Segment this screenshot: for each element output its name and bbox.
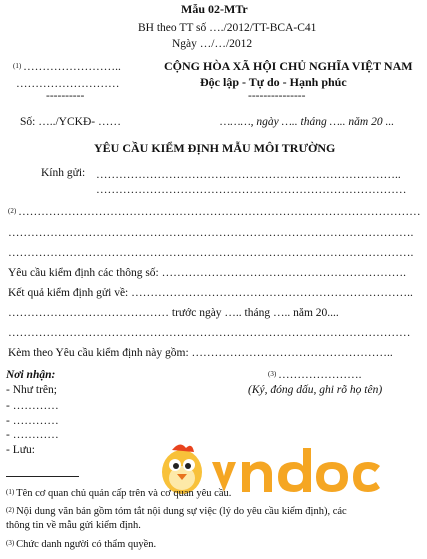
document-date: ………, ngày ….. tháng ….. năm 20 ... — [220, 116, 395, 128]
document-title: YÊU CẦU KIỂM ĐỊNH MẪU MÔI TRƯỜNG — [94, 141, 336, 155]
footnote-2-continued: thông tin về mẫu gửi kiểm định. — [6, 520, 141, 531]
greeting-dots-2: ……………………………………………………………………… — [96, 184, 407, 196]
vndoc-wordmark — [212, 448, 380, 492]
national-title: CỘNG HÒA XÃ HỘI CHỦ NGHĨA VIỆT NAM — [164, 59, 413, 73]
recipient-item: - ………… — [6, 429, 59, 441]
form-code: Mẫu 02-MTr — [181, 2, 248, 16]
issued-by: BH theo TT số …./2012/TT-BCA-C41 — [138, 22, 317, 34]
footnote-3: $^{(3)}$ Chức danh người có thẩm quyền. — [6, 539, 157, 550]
recipients-heading: Nơi nhận: — [6, 369, 56, 381]
greeting-label: Kính gửi: — [41, 167, 86, 179]
recipient-item: - ………… — [6, 400, 59, 412]
footnote-ref-3: (3) — [268, 370, 277, 378]
recipient-item: - ………… — [6, 415, 59, 427]
attachments-line: Kèm theo Yêu cầu kiểm định này gồm: …………………………………………….. — [8, 347, 393, 359]
deadline-line: …………………………………… trước ngày ….. tháng ….. năm 20.... — [8, 307, 339, 319]
signature-note: (Ký, đóng dấu, ghi rõ họ tên) — [248, 384, 383, 396]
document-number: Số: …../YCKĐ- …… — [20, 116, 121, 128]
parameters-line: Yêu cầu kiểm định các thông số: ………………………………………………………. — [8, 267, 406, 279]
footnote-ref-1: (1) — [13, 62, 22, 70]
agency-underline: ---------- — [46, 90, 85, 102]
recipient-item-archive: - Lưu: — [6, 444, 35, 456]
agency-line-1: $^{(1)}$ …………………….. — [13, 61, 121, 73]
issued-date: Ngày …/…/2012 — [172, 38, 253, 50]
footnote-1: $^{(1)}$ Tên cơ quan chủ quản cấp trên và cơ quan yêu cầu. — [6, 488, 232, 499]
footnote-ref-2: (2) — [8, 207, 17, 215]
body-line: …………………………………………………………………………………………… — [8, 327, 411, 339]
national-underline: --------------- — [248, 90, 306, 102]
body-line: ……………………………………………………………………………………………. — [8, 227, 414, 239]
footnote-separator — [6, 476, 79, 477]
footnote-2: $^{(2)}$ Nội dung văn bản gồm tóm tắt nội dung sự việc (lý do yêu cầu kiểm định), các — [6, 506, 347, 517]
greeting-dots-1: …………………………………………………………………….. — [96, 169, 401, 181]
body-line: ……………………………………………………………………………………………. — [8, 247, 414, 259]
body-line-first: $^{(2)}$ …………………………………………………………………………………………… — [8, 206, 421, 218]
recipient-item: - Như trên; — [6, 384, 57, 396]
agency-line-2: ……………………… — [16, 78, 120, 90]
results-sent-to-line: Kết quả kiểm định gửi về: ……………………………………………………………….. — [8, 287, 413, 299]
signature-title-line: $^{(3)}$ …………………. — [268, 369, 362, 381]
national-motto: Độc lập - Tự do - Hạnh phúc — [200, 75, 347, 89]
